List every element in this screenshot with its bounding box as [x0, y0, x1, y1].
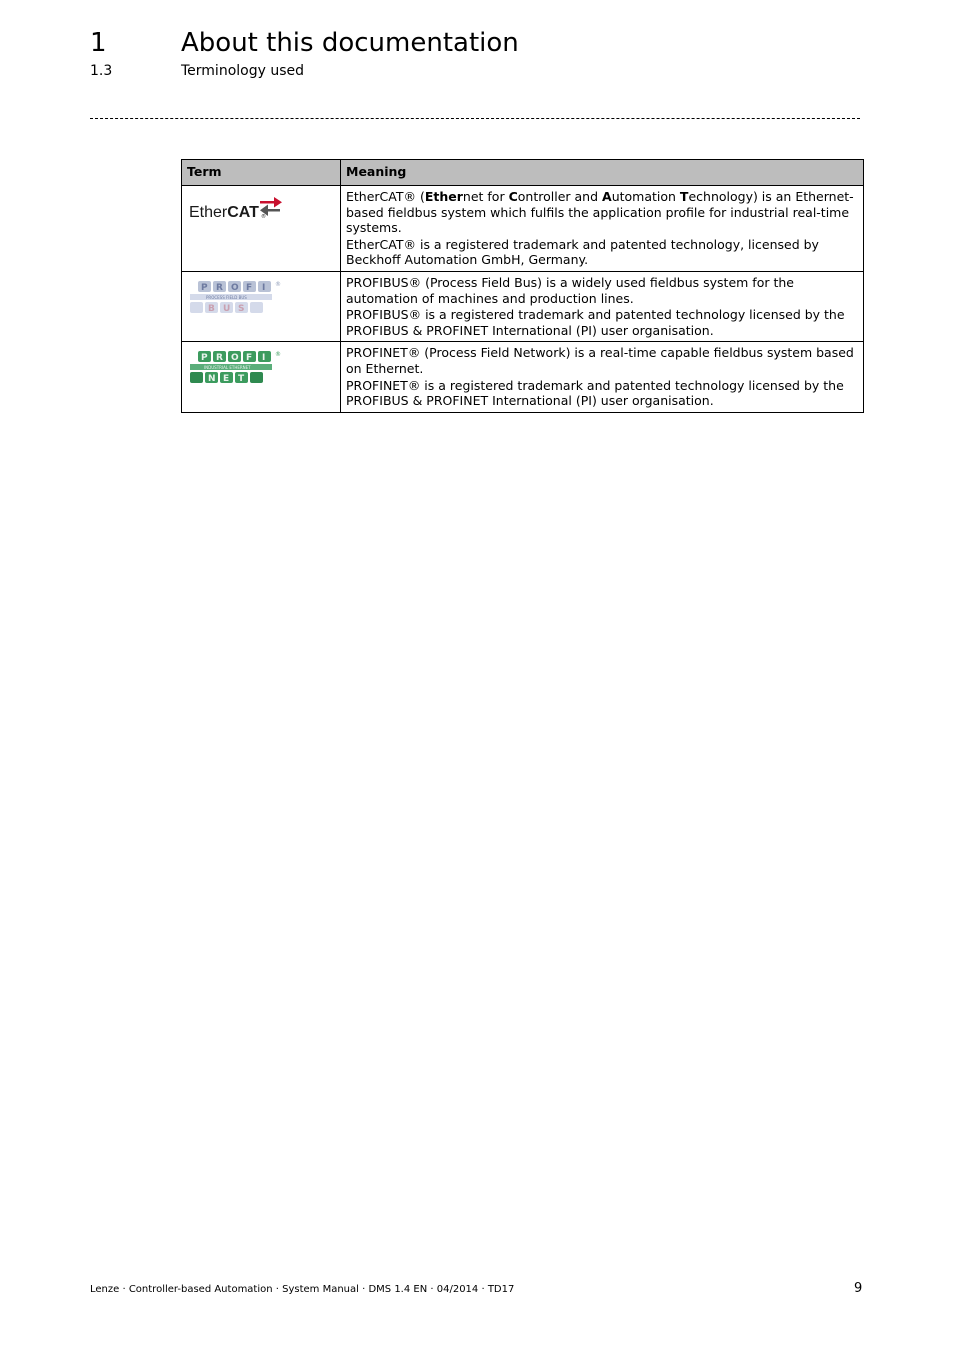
chapter-title: About this documentation [181, 28, 519, 58]
svg-text:EtherCAT: EtherCAT [189, 204, 259, 221]
meaning-paragraph: PROFIBUS® is a registered trademark and patented technology licensed by the PROFIBUS & PROFINET International (PI) user organisation. [346, 307, 845, 338]
term-cell [182, 342, 341, 412]
meaning-cell [341, 186, 864, 272]
svg-text:B: B [208, 303, 215, 314]
term-cell [182, 271, 341, 341]
svg-text:U: U [223, 303, 231, 314]
svg-text:P: P [201, 282, 208, 293]
svg-text:T: T [238, 374, 245, 385]
meaning-paragraph: PROFINET® is a registered trademark and patented technology licensed by the PROFIBUS & PROFINET International (PI) user organisation. [346, 377, 844, 409]
meaning-paragraph: EtherCAT® is a registered trademark and patented technology, licensed by Beckhoff Automation GmbH, Germany. [346, 236, 819, 268]
chapter-number: 1 [90, 28, 107, 58]
text-fragment: EtherCAT® ( [346, 189, 425, 204]
table-row [182, 342, 864, 412]
header-divider [90, 118, 860, 119]
svg-text:O: O [231, 353, 239, 364]
svg-text:I: I [262, 353, 266, 364]
svg-text:F: F [246, 353, 253, 364]
meaning-paragraph [346, 189, 858, 236]
svg-text:E: E [223, 374, 230, 385]
text-fragment: ontroller and [517, 189, 602, 204]
term-cell [182, 186, 341, 272]
meaning-paragraph: PROFINET® (Process Field Network) is a real-time capable fieldbus system based on Ethernet. [346, 345, 854, 376]
text-fragment: net for [462, 189, 509, 204]
bold-fragment: C [508, 189, 518, 204]
text-fragment: echnology) is an Ethernet-based fieldbus system which fulfils the application profile for industrial real-time systems. [346, 189, 854, 236]
table-row [182, 271, 864, 341]
ethercat-logo [188, 193, 284, 225]
table-header-row [182, 160, 864, 186]
svg-text:F: F [246, 282, 253, 293]
section-number: 1.3 [90, 63, 113, 79]
svg-text:S: S [238, 303, 245, 314]
page-number: 9 [854, 1281, 863, 1296]
term-column-header: Term [182, 160, 341, 186]
bold-fragment: A [602, 189, 612, 204]
meaning-paragraph: PROFIBUS® (Process Field Bus) is a widely used fieldbus system for the automation of machines and production lines. [346, 274, 794, 306]
meaning-cell [341, 271, 864, 341]
terminology-table [181, 159, 864, 413]
text-fragment: utomation [611, 189, 680, 204]
bold-fragment: Ether [424, 189, 463, 204]
meaning-column-header: Meaning [341, 160, 864, 186]
svg-text:R: R [216, 353, 223, 364]
svg-text:P: P [201, 353, 208, 364]
svg-text:O: O [231, 282, 239, 293]
profinet-logo [188, 349, 284, 389]
svg-text:®: ® [261, 214, 266, 220]
svg-text:®: ® [275, 351, 281, 359]
profibus-logo [188, 279, 284, 319]
table-row [182, 186, 864, 272]
svg-text:®: ® [275, 280, 281, 288]
svg-text:N: N [208, 374, 216, 385]
svg-text:I: I [262, 282, 266, 293]
svg-text:PROCESS FIELD BUS: PROCESS FIELD BUS [206, 294, 247, 300]
bold-fragment: T [679, 189, 689, 204]
footer-text: Lenze · Controller-based Automation · System Manual · DMS 1.4 EN · 04/2014 · TD17 [90, 1284, 515, 1295]
meaning-cell [341, 342, 864, 412]
section-title: Terminology used [181, 63, 305, 79]
svg-text:INDUSTRIAL ETHERNET: INDUSTRIAL ETHERNET [204, 365, 251, 371]
svg-text:R: R [216, 282, 223, 293]
